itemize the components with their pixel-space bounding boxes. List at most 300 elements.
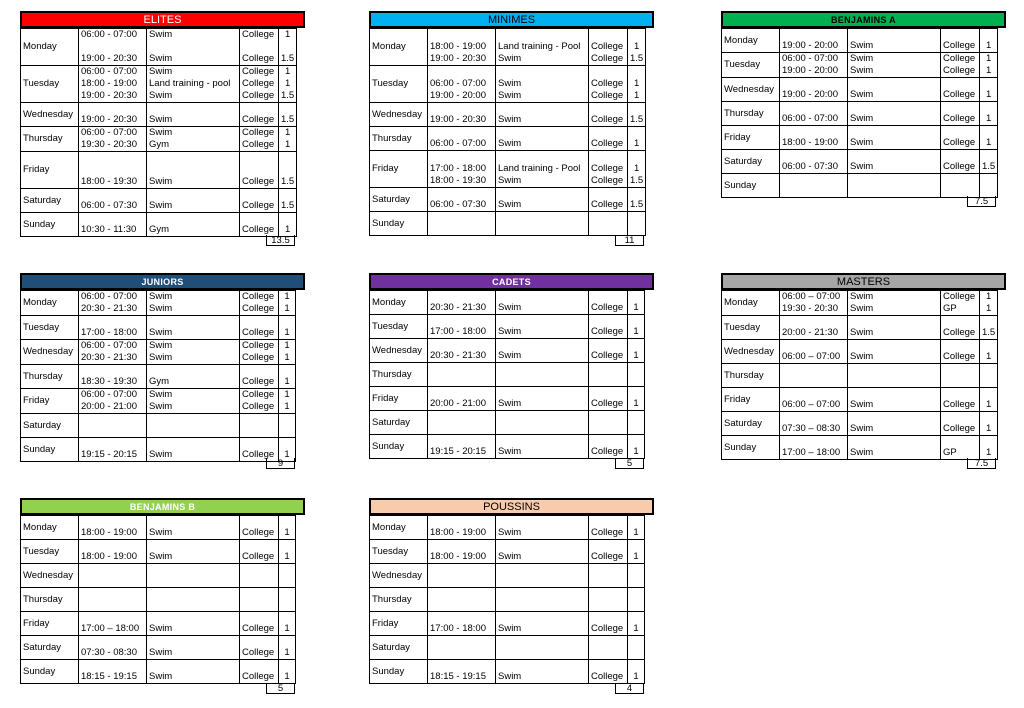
session-hours-cell [980,78,998,102]
session-activity: Swim [850,53,874,64]
session-activity-cell [496,315,589,339]
session-place-cell [240,340,279,365]
session-time: 19:00 - 20:30 [81,114,137,125]
session-place-cell [941,364,980,388]
session-activity-cell [147,189,240,213]
session-place-cell [589,516,628,540]
session-activity: Swim [149,527,173,538]
session-hours-cell [279,127,297,152]
session-hours: 1 [633,551,639,562]
session-time: 06:00 – 07:00 [782,399,841,410]
session-time: 20:30 - 21:30 [81,303,137,314]
session-place-cell [240,29,279,66]
day-label: Monday [370,29,428,66]
session-place-cell [941,29,980,53]
session-place-cell [240,291,279,316]
session-place-cell [589,29,628,66]
session-hours-cell [279,414,296,438]
session-activity [149,425,237,437]
day-label: Saturday [21,414,79,438]
day-label: Saturday [370,636,428,660]
weekly-total: 7.5 [967,458,996,469]
session-place: College [943,423,976,434]
session-hours-cell [980,316,998,340]
session-time: 18:00 - 19:00 [430,527,486,538]
session-hours-cell [980,150,998,174]
session-time: 18:00 - 19:00 [782,137,838,148]
session-time: 19:00 - 20:30 [81,53,137,64]
session-place: College [943,53,976,64]
session-place: College [591,90,624,101]
day-row-monday [21,516,296,540]
session-hours-cell [980,29,998,53]
session-hours: 1 [284,139,291,150]
day-label: Saturday [370,188,428,212]
session-time: 06:00 - 07:00 [81,389,137,400]
day-row-tuesday [370,540,645,564]
session-time: 06:00 - 07:00 [430,78,486,89]
day-row-saturday [370,636,645,660]
session-hours [630,223,643,235]
day-label: Sunday [21,213,79,237]
session-hours-cell [279,540,296,564]
session-time-cell [79,636,147,660]
session-place-cell [240,540,279,564]
session-place: College [242,176,275,187]
day-row-tuesday [21,540,296,564]
schedule-block-benjamins-a [721,11,1006,207]
session-activity: Swim [850,89,874,100]
day-label: Wednesday [722,78,780,102]
day-row-friday [722,388,998,412]
session-time-cell [79,127,147,152]
day-row-friday [722,126,998,150]
session-activity: Land training - pool [149,78,231,89]
group-title: JUNIORS [20,273,305,290]
session-place-cell [941,388,980,412]
session-place: College [591,53,624,64]
session-time: 18:15 - 19:15 [430,671,486,682]
session-activity-cell [496,188,589,212]
session-hours: 1 [284,127,291,138]
session-place: College [591,398,624,409]
weekly-total: 5 [615,458,644,469]
session-hours: 1 [284,29,291,40]
session-place-cell [589,188,628,212]
session-time-cell [428,411,496,435]
session-time-cell [428,660,496,684]
session-place-cell [240,612,279,636]
session-place: College [591,671,624,682]
session-activity-cell [496,660,589,684]
session-activity: Gym [149,376,170,387]
day-label: Saturday [370,411,428,435]
session-time-cell [79,103,147,127]
day-label: Friday [21,389,79,414]
session-time-cell [79,564,147,588]
session-hours-cell [628,411,645,435]
session-place-cell [240,660,279,684]
weekly-total: 4 [615,683,644,694]
schedule-block-juniors [20,273,305,469]
session-activity-cell [147,564,240,588]
session-hours-cell [279,516,296,540]
session-activity-cell [848,340,941,364]
session-place [591,599,625,611]
session-activity-cell [496,516,589,540]
session-hours-cell [980,291,998,316]
session-time: 18:00 - 19:00 [430,41,486,52]
session-time-cell [780,316,848,340]
session-place-cell [941,150,980,174]
session-hours-cell [279,291,296,316]
session-place: College [242,66,275,77]
session-hours-cell [628,291,645,315]
schedule-table [369,28,646,236]
session-time: 18:00 - 19:30 [81,176,137,187]
session-time-cell [428,127,496,151]
session-activity-cell [147,66,240,103]
session-hours-cell [628,660,645,684]
session-place: College [591,527,624,538]
session-hours-cell [628,66,646,103]
session-activity-cell [848,436,941,460]
session-place: College [943,40,976,51]
session-place-cell [589,435,628,459]
session-hours: 1 [284,78,291,89]
session-time: 06:00 – 07:00 [782,291,841,302]
schedule-table [721,28,998,198]
session-place-cell [589,127,628,151]
session-activity: Swim [149,127,173,138]
schedule-table [20,515,296,684]
day-row-saturday [370,411,645,435]
session-hours: 1 [633,527,639,538]
session-place-cell [941,126,980,150]
session-time-cell [79,660,147,684]
day-row-sunday [722,174,998,198]
session-place [591,575,625,587]
session-hours-cell [279,213,297,237]
session-place: College [242,376,275,387]
schedule-block-cadets [369,273,654,469]
session-hours-cell [628,339,645,363]
session-hours: 1.5 [630,199,644,210]
session-time: 19:30 - 20:30 [81,139,137,150]
session-time-cell [780,126,848,150]
day-row-saturday [21,189,297,213]
session-hours: 1.5 [281,114,295,125]
session-time-cell [79,540,147,564]
session-place: College [591,446,624,457]
session-activity-cell [496,151,589,188]
session-hours [630,599,642,611]
session-place: College [242,623,275,634]
session-activity-cell [848,364,941,388]
session-hours: 1 [284,389,290,400]
session-place-cell [941,412,980,436]
session-time-cell [780,436,848,460]
session-place [591,374,625,386]
session-hours: 1 [633,350,639,361]
day-label: Thursday [21,588,79,612]
day-label: Saturday [21,636,79,660]
session-place: College [943,327,976,338]
day-label: Wednesday [370,339,428,363]
session-place-cell [240,316,279,340]
session-time-cell [780,340,848,364]
session-hours-cell [279,660,296,684]
session-time-cell [428,315,496,339]
session-hours: 1 [633,302,639,313]
session-activity [498,599,586,611]
weekly-total: 13.5 [266,235,295,246]
session-time: 06:00 - 07:00 [782,113,838,124]
session-activity: Swim [850,447,874,458]
session-time: 06:00 - 07:00 [81,29,137,40]
session-time-cell [780,29,848,53]
day-row-sunday [21,438,296,462]
session-place: College [943,89,976,100]
session-time-cell [428,612,496,636]
session-hours-cell [628,588,645,612]
session-activity [149,599,237,611]
session-hours: 1 [985,291,992,302]
session-place-cell [589,411,628,435]
session-hours: 1 [633,163,640,174]
session-place-cell [240,516,279,540]
session-activity-cell [496,103,589,127]
session-activity: Swim [149,401,173,412]
session-place-cell [941,102,980,126]
session-place-cell [240,189,279,213]
session-activity: Swim [498,114,522,125]
session-place-cell [240,588,279,612]
session-place: College [943,137,976,148]
day-row-tuesday [21,66,297,103]
session-activity-cell [848,126,941,150]
session-activity: Land training - Pool [498,163,581,174]
group-title: BENJAMINS B [20,498,305,515]
session-time-cell [428,636,496,660]
session-place-cell [589,387,628,411]
session-place [591,647,625,659]
session-activity [149,575,237,587]
session-hours: 1.5 [982,327,996,338]
session-time: 18:00 - 19:30 [430,175,486,186]
session-activity-cell [147,636,240,660]
session-activity-cell [848,412,941,436]
day-row-thursday [722,364,998,388]
session-place: College [242,671,275,682]
session-hours: 1 [633,326,639,337]
session-time: 10:30 - 11:30 [81,224,137,235]
session-time-cell [780,291,848,316]
session-hours-cell [628,564,645,588]
session-hours-cell [628,516,645,540]
session-time-cell [428,151,496,188]
day-row-friday [21,612,296,636]
session-place: College [242,224,275,235]
session-activity: Swim [149,623,173,634]
session-time-cell [780,78,848,102]
session-activity-cell [147,365,240,389]
day-row-monday [722,291,998,316]
session-place [943,375,977,387]
schedule-block-poussins [369,498,654,694]
session-time [430,575,493,587]
session-place-cell [589,636,628,660]
session-hours-cell [628,103,646,127]
day-row-saturday [21,636,296,660]
day-row-monday [370,291,645,315]
session-time: 18:30 - 19:30 [81,376,137,387]
day-label: Tuesday [370,315,428,339]
session-activity-cell [147,660,240,684]
day-label: Monday [370,291,428,315]
session-activity: Swim [149,53,173,64]
session-hours-cell [980,436,998,460]
session-time: 19:00 - 20:00 [782,89,838,100]
session-activity-cell [147,389,240,414]
session-place: College [242,127,275,138]
session-time [81,425,144,437]
day-label: Wednesday [21,340,79,365]
session-activity-cell [496,66,589,103]
session-activity-cell [848,291,941,316]
day-label: Tuesday [370,66,428,103]
session-time: 06:00 - 07:00 [81,340,137,351]
session-place: College [242,114,275,125]
session-place [242,41,276,53]
session-hours-cell [628,636,645,660]
session-hours: 1 [985,113,992,124]
session-place: College [943,291,976,302]
session-place-cell [941,78,980,102]
schedule-block-benjamins-b [20,498,305,694]
session-time: 20:00 - 21:00 [430,398,486,409]
day-label: Thursday [21,127,79,152]
day-row-thursday [21,127,297,152]
session-hours: 1 [284,376,290,387]
session-activity-cell [496,435,589,459]
session-hours: 1 [985,303,992,314]
schedule-block-masters [721,273,1006,469]
group-title: BENJAMINS A [721,11,1006,28]
session-time-cell [780,412,848,436]
session-place: College [242,527,275,538]
session-activity-cell [147,540,240,564]
schedule-block-elites [20,11,305,246]
session-place: College [242,340,275,351]
session-activity [498,647,586,659]
session-place-cell [589,540,628,564]
session-place-cell [589,660,628,684]
session-activity [498,374,586,386]
session-place: College [242,647,275,658]
session-time: 19:15 - 20:15 [81,449,137,460]
session-activity: Swim [850,161,874,172]
session-activity: Swim [149,671,173,682]
session-time-cell [428,363,496,387]
session-activity-cell [848,316,941,340]
session-hours: 1.5 [630,175,644,186]
day-label: Friday [370,612,428,636]
day-row-wednesday [370,564,645,588]
session-activity-cell [496,540,589,564]
session-time: 18:15 - 19:15 [81,671,137,682]
day-row-sunday [370,435,645,459]
session-hours: 1 [284,401,290,412]
day-row-wednesday [722,78,998,102]
session-place-cell [589,363,628,387]
session-time [430,647,493,659]
session-time-cell [79,66,147,103]
day-label: Sunday [370,212,428,236]
day-row-friday [21,152,297,189]
session-hours: 1.5 [630,53,644,64]
session-place-cell [589,315,628,339]
session-hours: 1 [985,423,992,434]
session-time-cell [79,438,147,462]
session-hours: 1 [985,65,992,76]
session-hours: 1.5 [281,90,295,101]
session-activity-cell [496,564,589,588]
session-place: College [591,41,624,52]
session-time [430,223,493,235]
session-hours-cell [980,412,998,436]
session-activity-cell [496,588,589,612]
session-place-cell [941,436,980,460]
day-row-sunday [21,213,297,237]
session-hours-cell [279,152,297,189]
session-place: College [242,200,275,211]
session-place: College [591,199,624,210]
day-label: Tuesday [21,540,79,564]
session-activity: Swim [498,199,522,210]
session-time-cell [428,188,496,212]
group-title: POUSSINS [369,498,654,515]
session-time: 20:00 - 21:00 [81,401,137,412]
day-row-thursday [370,127,646,151]
session-activity: Swim [850,40,874,51]
session-activity-cell [147,152,240,189]
session-activity: Swim [149,303,173,314]
session-hours-cell [279,588,296,612]
session-place-cell [941,53,980,78]
session-time-cell [428,291,496,315]
day-row-wednesday [370,103,646,127]
day-label: Monday [21,516,79,540]
day-label: Sunday [370,660,428,684]
session-place: College [591,78,624,89]
session-hours-cell [279,389,296,414]
day-label: Friday [722,388,780,412]
session-activity: Swim [850,113,874,124]
session-place: College [591,138,624,149]
day-row-friday [370,612,645,636]
session-time-cell [428,103,496,127]
day-label: Friday [370,387,428,411]
session-place: College [242,303,275,314]
session-activity-cell [848,150,941,174]
day-label: Monday [370,516,428,540]
day-row-friday [21,389,296,414]
session-activity: Swim [149,29,173,40]
session-time: 17:00 - 18:00 [430,163,486,174]
session-hours-cell [980,126,998,150]
session-time: 06:00 - 07:30 [430,199,486,210]
